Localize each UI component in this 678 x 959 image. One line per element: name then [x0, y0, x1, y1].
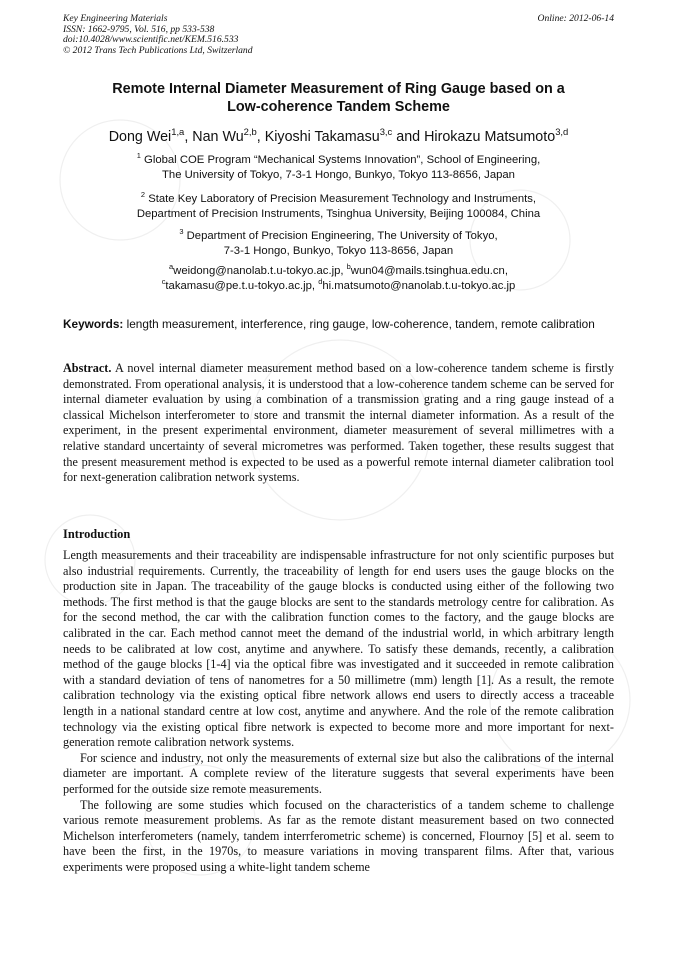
paper-title — [63, 81, 614, 116]
author-sep: and — [392, 129, 425, 145]
author-list — [63, 128, 614, 146]
author-sup: 3,d — [555, 126, 569, 138]
copyright: © 2012 Trans Tech Publications Ltd, Switzerland — [63, 44, 253, 56]
abstract — [63, 361, 614, 486]
abstract-text: A novel internal diameter measurement method based on a low-coherence tandem scheme is firstly demonstrated. From operational analysis, it is understood that a low-coherence tandem scheme can be served for internal diameter evaluation by using a combination of a transmission grating and a ring gauge instead of a classical Michelson interferometer to store and transmit the internal diameter information. As a result of the experiment, in the present experimental environment, diameter measurement of several millimetres with a relative standard uncertainty of several micrometres was performed. Taken together, these results suggest that the present measurement method is expected to be used as a powerful remote internal diameter calibration tool for next-generation calibration network systems. — [63, 361, 614, 485]
author-name: Kiyoshi Takamasu — [264, 129, 380, 145]
online-date: Online: 2012-06-14 — [537, 13, 614, 24]
email-d[interactable]: hi.matsumoto@nanolab.t.u-tokyo.ac.jp — [322, 279, 516, 292]
author-sup: 3,c — [379, 126, 393, 138]
affiliation-line: The University of Tokyo, 7-3-1 Hongo, Bunkyo, Tokyo 113-8656, Japan — [162, 168, 515, 181]
email-mark: c — [161, 276, 166, 286]
journal-name: Key Engineering Materials — [63, 13, 168, 24]
email-a[interactable]: weidong@nanolab.t.u-tokyo.ac.jp, — [173, 265, 347, 277]
affiliation-number: 1 — [136, 151, 141, 161]
title-line-2: Low-coherence Tandem Scheme — [227, 98, 450, 115]
introduction-body — [63, 548, 614, 875]
keywords — [63, 317, 614, 332]
paragraph: The following are some studies which focused on the characteristics of a tandem scheme to challenge various remote measurement problems. As far as the remote distant measurement based on two connected Michelson interferometers (namely, tandem interrferometric scheme) is concerned, Flournoy [5] et al. seem to have been the first, in the 1970s, to measure variations in moving transparent films. After that, various experiments were proposed using a white-light tandem scheme — [63, 797, 614, 874]
paragraph: Length measurements and their traceability are indispensable infrastructure for not only scientific purposes but also industrial requirements. Currently, the traceability of length for end users uses the gauge blocks on the production site in Japan. The traceability of the gauge blocks is conducted using either of the following two methods. The first method is that the gauge blocks are sent to the standards metrology centre for calibration. As for the second method, the car with the calibration function comes to the factory, and the gauge blocks are calibrated in the car. Each method cannot meet the demand of the industrial world, in which arbitrary length needs to be calibrated at low cost, anytime and anywhere. To satisfy these demands, recently, a calibration method of the gauge blocks [1-4] via the optical fibre was investigated and it succeeded in remote calibration with a standard deviation of tens of nanometres for a 50 millimetre (mm) length [1]. As a result, the remote calibration technology via the existing optical fibre network allows end users to directly access a traceable length in a national standard centre at low cost, anytime and anywhere. And the role of the remote calibration technology via the existing optical fibre network is expected to become more and more important for next-generation remote calibration network systems. — [63, 548, 614, 750]
title-line-1: Remote Internal Diameter Measurement of Ring Gauge based on a — [112, 81, 565, 97]
section-heading-introduction: Introduction — [63, 527, 131, 541]
email-list — [63, 264, 614, 293]
affiliation-line: Global COE Program “Mechanical Systems Innovation”, School of Engineering, — [144, 154, 541, 166]
author-name: Nan Wu — [192, 129, 244, 145]
affiliation-number: 3 — [179, 227, 184, 237]
author-sup: 2,b — [243, 126, 257, 138]
affiliation-3 — [63, 229, 614, 258]
email-b[interactable]: wun04@mails.tsinghua.edu.cn, — [350, 265, 508, 277]
abstract-label: Abstract. — [63, 361, 112, 375]
email-mark: a — [169, 262, 174, 272]
affiliation-line: Department of Precision Instruments, Tsinghua University, Beijing 100084, China — [136, 207, 541, 220]
keywords-label: Keywords: — [63, 317, 124, 331]
affiliation-line: Department of Precision Engineering, The University of Tokyo, — [186, 230, 498, 242]
author-sep: , — [184, 129, 193, 145]
doi: doi:10.4028/www.scientific.net/KEM.516.533 — [63, 34, 239, 46]
journal-header — [63, 14, 253, 56]
author-sup: 1,a — [171, 126, 185, 138]
affiliation-1 — [63, 153, 614, 182]
affiliation-line: State Key Laboratory of Precision Measurement Technology and Instruments, — [148, 193, 537, 205]
paragraph: For science and industry, not only the measurements of external size but also the calibrations of the internal diameter are important. A complete review of the literature suggests that several experiments have been performed for the outside size remote measurements. — [63, 750, 614, 796]
author-name: Dong Wei — [108, 129, 172, 145]
affiliation-number: 2 — [140, 190, 146, 200]
email-mark: b — [346, 262, 351, 272]
email-mark: d — [318, 276, 323, 286]
author-sep: , — [256, 129, 265, 145]
author-name: Hirokazu Matsumoto — [424, 129, 556, 145]
email-c[interactable]: takamasu@pe.t.u-tokyo.ac.jp, — [165, 279, 319, 292]
keywords-text: length measurement, interference, ring gauge, low-coherence, tandem, remote calibration — [123, 317, 595, 331]
issn: ISSN: 1662-9795, Vol. 516, pp 533-538 — [63, 23, 215, 35]
affiliation-2 — [63, 192, 614, 221]
affiliation-line: 7-3-1 Hongo, Bunkyo, Tokyo 113-8656, Japan — [223, 244, 454, 257]
